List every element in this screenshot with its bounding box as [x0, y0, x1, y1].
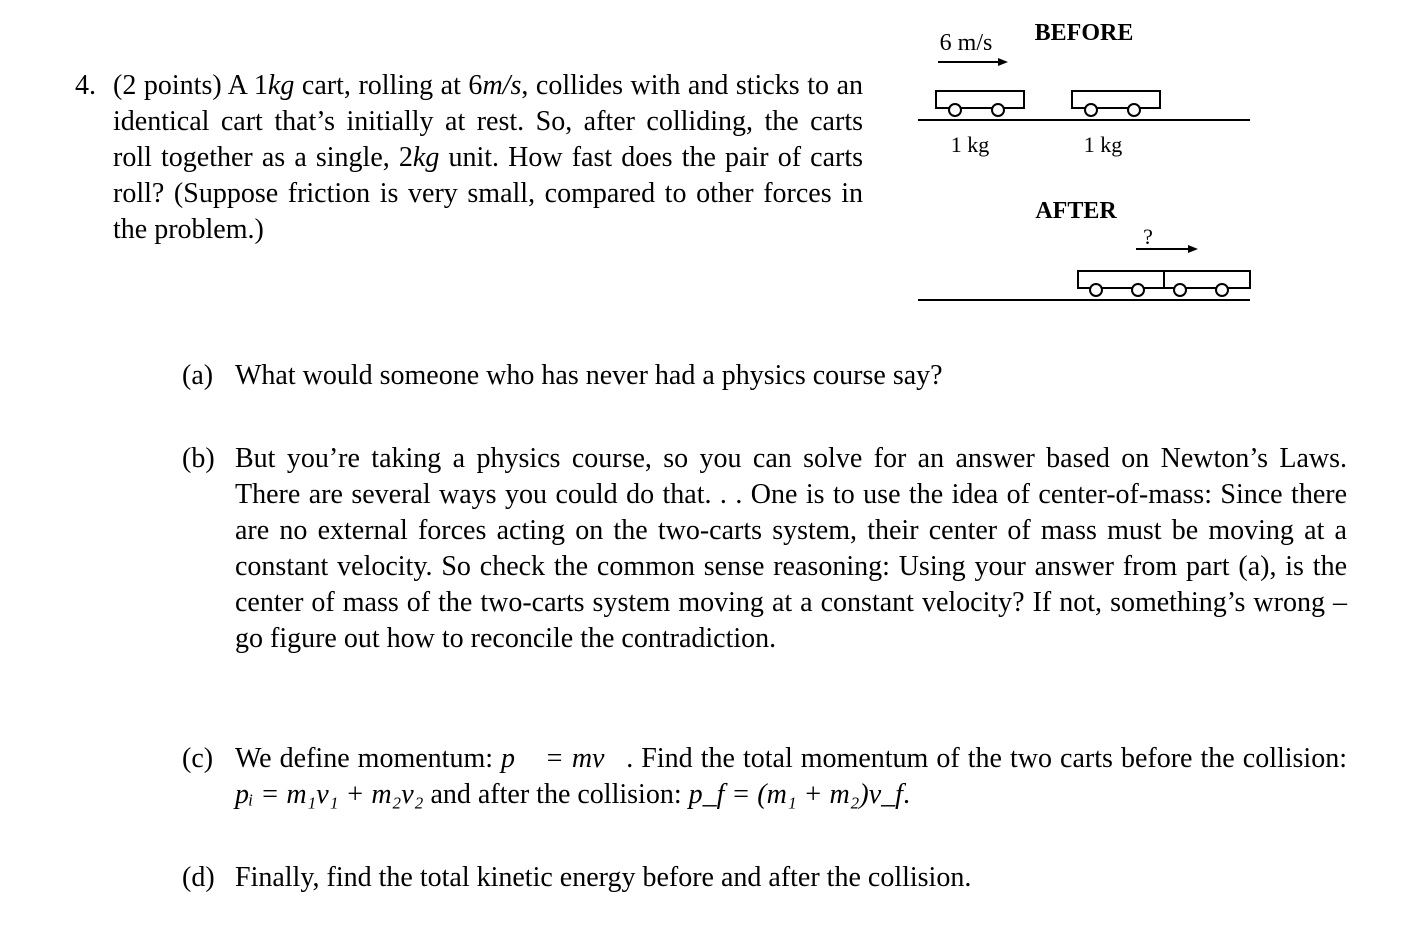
- part-label: (b): [182, 443, 215, 474]
- problem-statement: [75, 68, 863, 248]
- part-label: (a): [182, 360, 214, 391]
- problem-number: 4.: [75, 70, 96, 101]
- velocity-arrow: [938, 58, 1008, 66]
- part-text-segment: . Find the total momentum of the two carts before the collision:: [626, 743, 1347, 774]
- part-text-segment: We define momentum:: [235, 743, 502, 774]
- unit-ms: m/s: [482, 70, 522, 101]
- equation-momentum: p⃗ = mv⃗: [501, 743, 627, 774]
- part-label: (c): [182, 743, 214, 774]
- part-a: [182, 358, 1347, 394]
- unit-kg: kg: [412, 142, 440, 173]
- part-c: [182, 741, 1347, 813]
- unknown-speed-label: ?: [1143, 224, 1153, 249]
- problem-text-part: , collides with and sticks to an identical cart that’s initially at rest. So, after colliding, the carts roll together as a single, 2: [113, 70, 863, 173]
- problem-text-part: (2 points) A 1: [113, 70, 268, 101]
- cart-right: [1072, 91, 1160, 116]
- part-text: [235, 741, 1347, 813]
- mass-right-label: 1 kg: [1083, 132, 1123, 157]
- carts-combined: [1078, 271, 1250, 296]
- mass-left-label: 1 kg: [950, 132, 990, 157]
- problem-text: [113, 68, 863, 248]
- part-text-segment: and after the collision:: [423, 779, 689, 810]
- equation-initial-momentum: pᵢ = m₁v₁ + m₂v₂: [235, 779, 424, 810]
- collision-figure: [900, 10, 1270, 320]
- part-text-segment: .: [902, 779, 910, 810]
- cart-left: [936, 91, 1024, 116]
- part-text: Finally, find the total kinetic energy before and after the collision.: [235, 862, 972, 893]
- problem-text-part: cart, rolling at 6: [294, 70, 483, 101]
- part-text: But you’re taking a physics course, so you can solve for an answer based on Newton’s Laws. There are several ways you could do that. . . One is to use the idea of center-of-mass: Since there are no external forces acting on the two-carts system, their center of mass must be moving at a constant velocity. So check the common sense reasoning: Using your answer from part (a), is the center of mass of the two-carts system moving at a constant velocity? If not, something’s wrong – go figure out how to reconcile the contradiction.: [235, 443, 1347, 654]
- equation-final-momentum: p_f = (m₁ + m₂)v_f: [688, 779, 903, 810]
- part-b: [182, 441, 1347, 657]
- before-label: BEFORE: [1034, 20, 1134, 46]
- problem-text-part: unit. How fast does the pair of carts roll? (Suppose friction is very small, compared to other forces in the problem.): [113, 142, 863, 245]
- part-label: (d): [182, 862, 215, 893]
- part-d: [182, 860, 1347, 896]
- unit-kg: kg: [267, 70, 295, 101]
- part-text: What would someone who has never had a physics course say?: [235, 360, 943, 391]
- speed-label: 6 m/s: [939, 30, 993, 56]
- after-label: AFTER: [1035, 198, 1117, 224]
